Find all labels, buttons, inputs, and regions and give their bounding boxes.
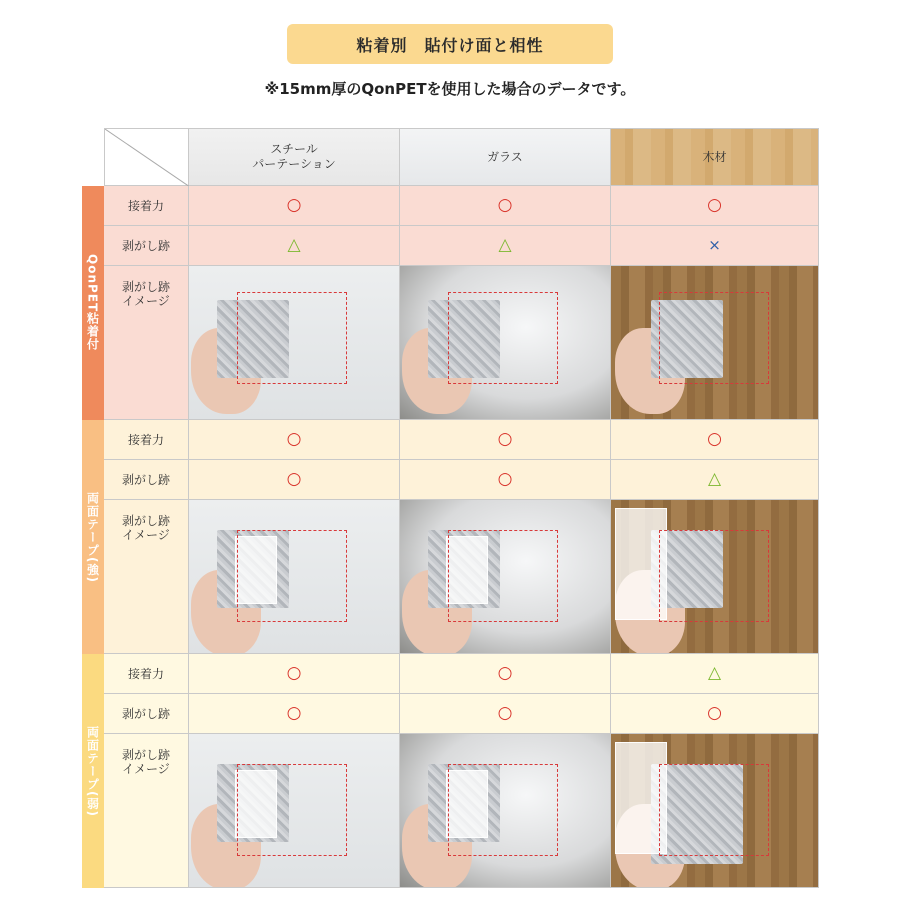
residue-photo-steel (189, 500, 400, 654)
image-label (122, 748, 170, 776)
residue-photo-wood (611, 500, 819, 654)
compatibility-table (104, 128, 819, 888)
group-band-1 (82, 186, 104, 420)
stuck-area-frame (448, 530, 558, 622)
adhesion-value-wood (611, 420, 819, 460)
group-name: 両面テープ(弱) (85, 725, 100, 817)
image-label-line1: 剥がし跡 (121, 514, 170, 528)
stuck-area-frame (659, 292, 769, 384)
rating-circle-icon: ○ (707, 703, 722, 723)
residue-value-glass (400, 226, 611, 266)
stuck-area-frame (448, 292, 558, 384)
stuck-area-frame (237, 764, 347, 856)
residue-photo-glass (400, 500, 611, 654)
title-banner (287, 24, 613, 64)
image-label (122, 280, 170, 308)
row-label-image (104, 734, 189, 888)
residue-value-steel (189, 460, 400, 500)
residue-label: 剥がし跡 (121, 706, 170, 721)
adhesion-label: 接着力 (127, 666, 164, 681)
residue-photo-steel (189, 266, 400, 420)
stuck-area-frame (448, 764, 558, 856)
stuck-area-frame (659, 530, 769, 622)
residue-photo-glass (400, 734, 611, 888)
row-label-residue (104, 460, 189, 500)
subtitle-note: ※15mm厚のQonPETを使用した場合のデータです。 (264, 80, 636, 98)
row-label-image (104, 500, 189, 654)
adhesion-label: 接着力 (127, 198, 164, 213)
residue-value-glass (400, 460, 611, 500)
adhesion-value-wood (611, 654, 819, 694)
rating-circle-icon: ○ (707, 429, 722, 449)
image-label-line1: 剥がし跡 (121, 748, 170, 762)
row-label-image (104, 266, 189, 420)
rating-triangle-icon: △ (707, 469, 722, 489)
image-label-line2: イメージ (122, 294, 170, 308)
corner-cell (104, 128, 189, 186)
residue-value-wood (611, 226, 819, 266)
column-header-glass (400, 128, 611, 186)
residue-value-steel (189, 694, 400, 734)
residue-label: 剥がし跡 (121, 472, 170, 487)
adhesion-value-steel (189, 420, 400, 460)
stuck-area-frame (237, 530, 347, 622)
group-name: 両面テープ(強) (85, 491, 100, 583)
adhesion-value-steel (189, 654, 400, 694)
rating-circle-icon: ○ (286, 663, 302, 683)
row-label-adhesion (104, 654, 189, 694)
image-label-line2: イメージ (122, 528, 170, 542)
residue-value-steel (189, 226, 400, 266)
residue-photo-glass (400, 266, 611, 420)
column-header-wood (611, 128, 819, 186)
rating-circle-icon: ○ (497, 703, 513, 723)
adhesion-value-glass (400, 420, 611, 460)
image-label-line2: イメージ (122, 762, 170, 776)
row-label-adhesion (104, 186, 189, 226)
image-label-line1: 剥がし跡 (121, 280, 170, 294)
rating-triangle-icon: △ (707, 663, 722, 683)
rating-triangle-icon: △ (498, 235, 512, 255)
stuck-area-frame (237, 292, 347, 384)
adhesion-label: 接着力 (127, 432, 164, 447)
adhesion-value-wood (611, 186, 819, 226)
column-header-steel (189, 128, 400, 186)
page-title: 粘着別 貼付け面と相性 (356, 35, 544, 55)
adhesion-value-glass (400, 186, 611, 226)
rating-cross-icon: × (708, 236, 721, 254)
column-header-wood-label: 木材 (702, 149, 727, 164)
rating-circle-icon: ○ (286, 195, 302, 215)
rating-circle-icon: ○ (286, 469, 302, 489)
rating-circle-icon: ○ (286, 429, 302, 449)
rating-circle-icon: ○ (707, 195, 722, 215)
rating-circle-icon: ○ (497, 469, 513, 489)
residue-value-wood (611, 694, 819, 734)
rating-circle-icon: ○ (497, 663, 513, 683)
rating-triangle-icon: △ (287, 235, 301, 255)
column-header-glass-label: ガラス (487, 149, 523, 164)
rating-circle-icon: ○ (286, 703, 302, 723)
residue-photo-wood (611, 266, 819, 420)
adhesion-value-glass (400, 654, 611, 694)
adhesion-value-steel (189, 186, 400, 226)
column-header-steel-line2: パーテーション (252, 157, 336, 171)
residue-value-glass (400, 694, 611, 734)
column-header-steel-line1: スチール (270, 142, 318, 156)
residue-value-wood (611, 460, 819, 500)
residue-photo-wood (611, 734, 819, 888)
row-label-residue (104, 226, 189, 266)
image-label (122, 514, 170, 542)
group-band-2 (82, 420, 104, 654)
group-band-3 (82, 654, 104, 888)
residue-label: 剥がし跡 (121, 238, 170, 253)
group-name: QonPET粘着付 (85, 254, 100, 352)
row-label-adhesion (104, 420, 189, 460)
row-label-residue (104, 694, 189, 734)
diagonal-divider (105, 129, 190, 187)
rating-circle-icon: ○ (497, 429, 513, 449)
rating-circle-icon: ○ (497, 195, 513, 215)
stuck-area-frame (659, 764, 769, 856)
residue-photo-steel (189, 734, 400, 888)
